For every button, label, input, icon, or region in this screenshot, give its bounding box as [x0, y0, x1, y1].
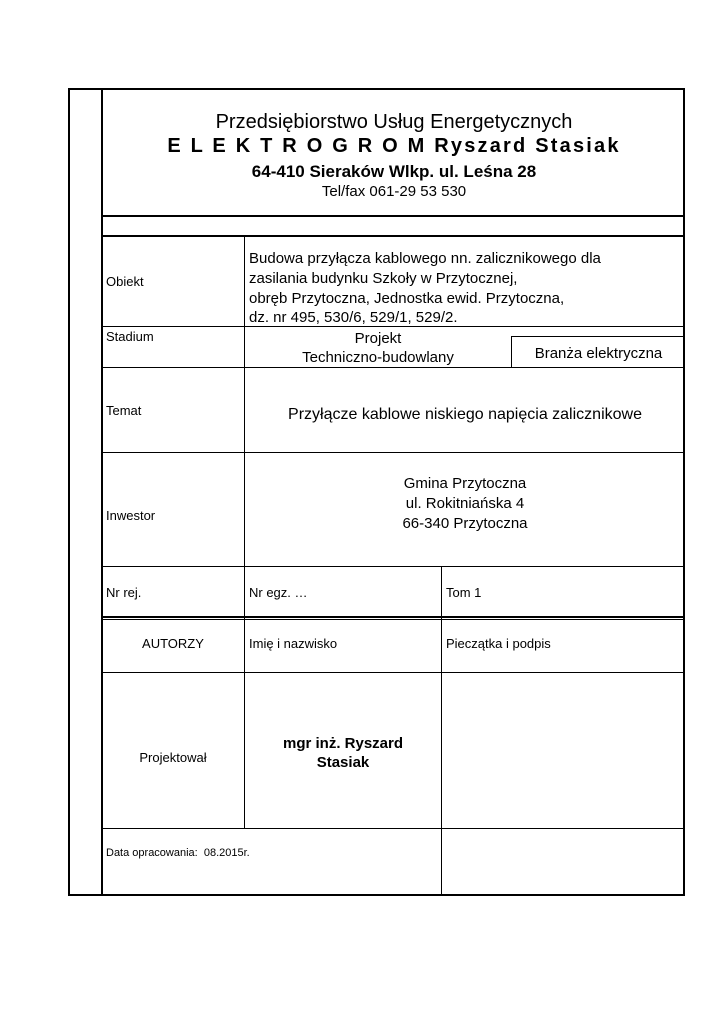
inwestor-line-1: Gmina Przytoczna — [403, 475, 527, 492]
date-label: Data opracowania: 08.2015r. — [106, 847, 250, 859]
margin-line — [101, 88, 103, 896]
obiekt-line-3: obręb Przytoczna, Jednostka ewid. Przytoczna, — [249, 290, 565, 307]
row-divider — [102, 566, 685, 567]
row-divider — [102, 367, 685, 368]
company-phone: Tel/fax 061-29 53 530 — [321, 183, 467, 200]
temat-label: Temat — [106, 403, 142, 418]
temat-value: Przyłącze kablowe niskiego napięcia zalicznikowe — [288, 406, 642, 423]
branza-value: Branża elektryczna — [534, 345, 663, 362]
nr-egz-label: Nr egz. … — [249, 585, 308, 600]
stamp-column-header: Pieczątka i podpis — [446, 636, 551, 651]
nr-rej-label: Nr rej. — [106, 585, 142, 600]
stadium-line-1: Projekt — [354, 330, 402, 347]
row-divider — [102, 828, 685, 829]
inwestor-label: Inwestor — [106, 508, 156, 523]
tom-label: Tom 1 — [446, 585, 482, 600]
row-divider — [102, 672, 685, 673]
row-divider — [102, 452, 685, 453]
stadium-line-2: Techniczno-budowlany — [302, 349, 454, 366]
name-column-header: Imię i nazwisko — [249, 636, 338, 651]
designer-name-line-1: mgr inż. Ryszard — [282, 735, 404, 752]
header-divider — [101, 215, 685, 217]
designer-name-line-2: Stasiak — [316, 754, 370, 771]
row-divider-double-2 — [102, 619, 685, 620]
company-brand: E L E K T R O G R O M Ryszard Stasiak — [167, 135, 621, 157]
document-frame — [68, 88, 685, 896]
stadium-label: Stadium — [106, 329, 154, 344]
obiekt-line-1: Budowa przyłącza kablowego nn. zalicznikowego dla — [249, 250, 601, 267]
inwestor-line-3: 66-340 Przytoczna — [402, 515, 528, 532]
projektowal-label: Projektował — [139, 750, 207, 765]
row-divider-double — [102, 616, 685, 618]
inwestor-line-2: ul. Rokitniańska 4 — [405, 495, 525, 512]
company-address: 64-410 Sieraków Wlkp. ul. Leśna 28 — [251, 162, 537, 181]
branza-top-line — [511, 336, 685, 337]
obiekt-line-4: dz. nr 495, 530/6, 529/1, 529/2. — [249, 309, 458, 326]
header-divider-2 — [101, 235, 685, 237]
obiekt-line-2: zasilania budynku Szkoły w Przytocznej, — [249, 270, 518, 287]
company-name: Przedsiębiorstwo Usług Energetycznych — [215, 111, 573, 133]
obiekt-label: Obiekt — [106, 274, 144, 289]
row-divider — [102, 326, 685, 327]
autorzy-label: AUTORZY — [142, 636, 204, 651]
